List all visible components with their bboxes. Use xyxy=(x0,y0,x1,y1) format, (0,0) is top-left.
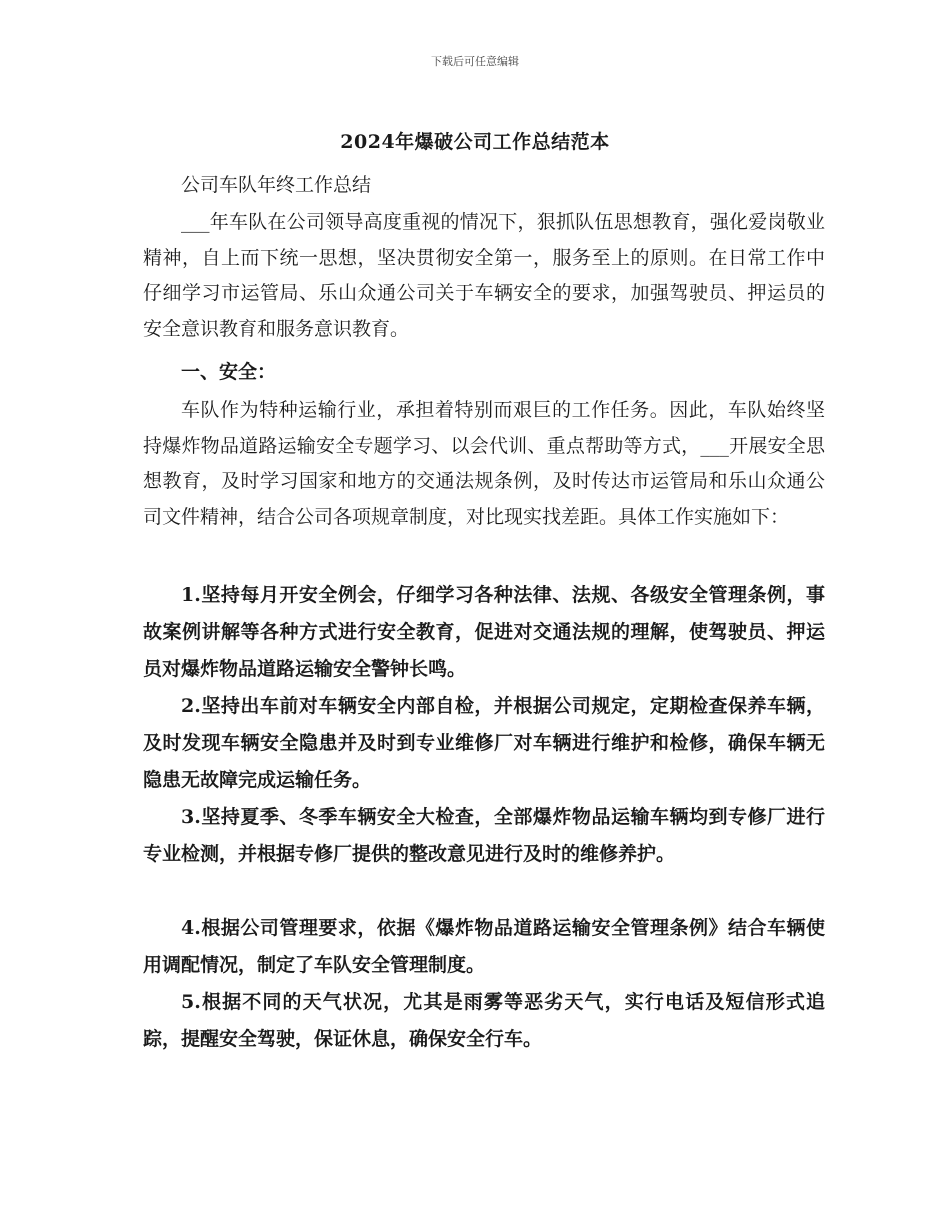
section-body-paragraph: 车队作为特种运输行业，承担着特别而艰巨的工作任务。因此，车队始终坚持爆炸物品道路运输安全专题学习、以会代训、重点帮助等方式，___开展安全思想教育，及时学习国家和地方的交通法规条例，及时传达市运管局和乐山众通公司文件精神，结合公司各项规章制度，对比现实找差距。具体工作实施如下： xyxy=(143,399,825,528)
list-item: 4.根据公司管理要求，依据《爆炸物品道路运输安全管理条例》结合车辆使用调配情况，制定了车队安全管理制度。 xyxy=(143,917,825,976)
document-title: 2024年爆破公司工作总结范本 xyxy=(340,131,610,153)
list-item: 1.坚持每月开安全例会，仔细学习各种法律、法规、各级安全管理条例，事故案例讲解等各种方式进行安全教育，促进对交通法规的理解，使驾驶员、押运员对爆炸物品道路运输安全警钟长鸣。 xyxy=(143,584,825,680)
list-item: 3.坚持夏季、冬季车辆安全大检查，全部爆炸物品运输车辆均到专修厂进行专业检测，并根据专修厂提供的整改意见进行及时的维修养护。 xyxy=(143,806,825,865)
list-item: 5.根据不同的天气状况，尤其是雨雾等恶劣天气，实行电话及短信形式追踪，提醒安全驾驶，保证休息，确保安全行车。 xyxy=(143,991,825,1050)
subtitle-paragraph: 公司车队年终工作总结 xyxy=(181,174,372,196)
list-item: 2.坚持出车前对车辆安全内部自检，并根据公司规定，定期检查保养车辆，及时发现车辆安全隐患并及时到专业维修厂对车辆进行维护和检修，确保车辆无隐患无故障完成运输任务。 xyxy=(143,695,825,791)
section-heading: 一、安全： xyxy=(181,361,277,383)
header-note: 下载后可任意编辑 xyxy=(431,55,519,68)
intro-paragraph: ___年车队在公司领导高度重视的情况下，狠抓队伍思想教育，强化爱岗敬业精神，自上而下统一思想，坚决贯彻安全第一，服务至上的原则。在日常工作中仔细学习市运管局、乐山众通公司关于车辆安全的要求，加强驾驶员、押运员的安全意识教育和服务意识教育。 xyxy=(143,211,825,340)
